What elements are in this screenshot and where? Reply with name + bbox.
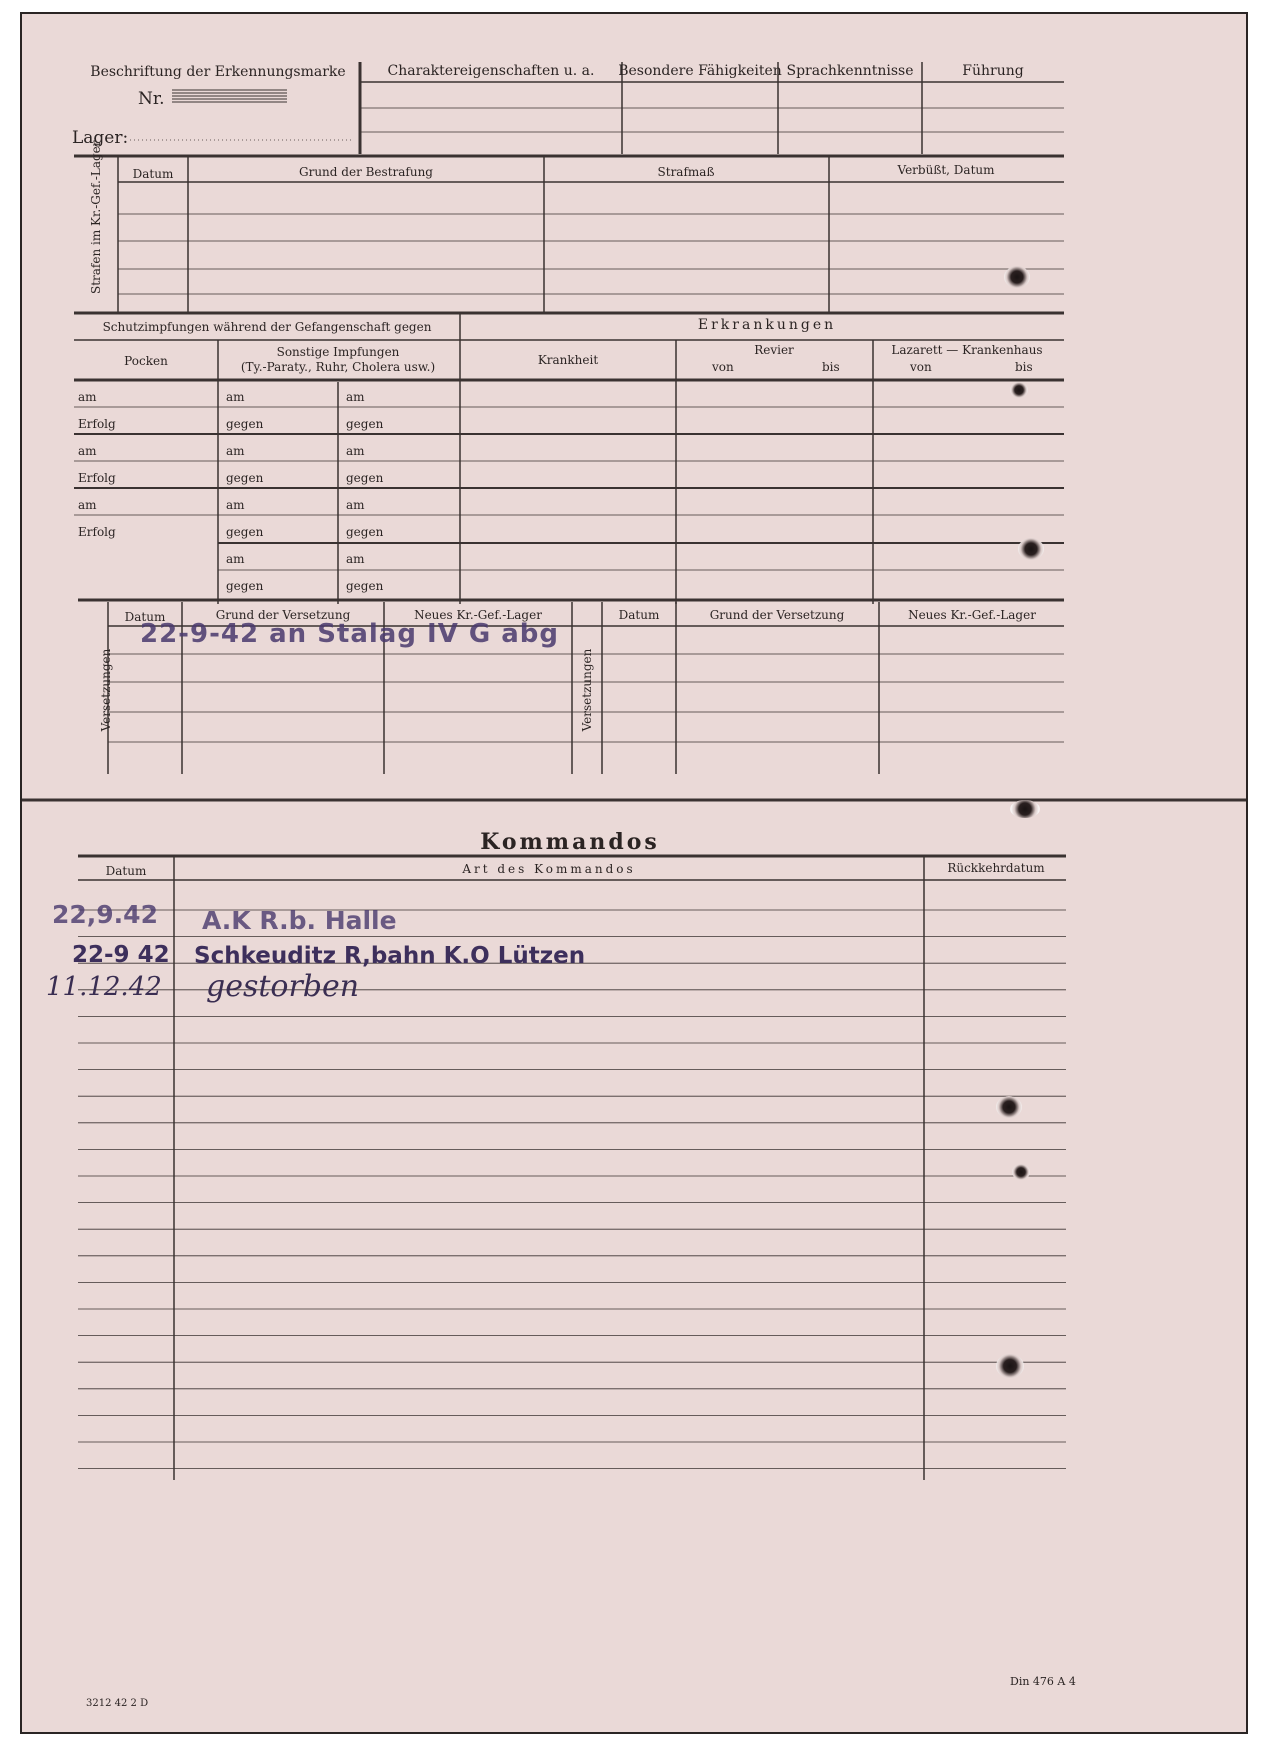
lazarett-header: Lazarett — Krankenhaus [891, 343, 1043, 357]
print-code: 3212 42 2 D [86, 1698, 149, 1709]
pocken-header: Pocken [124, 354, 168, 368]
kommandos-col-datum: Datum [105, 864, 147, 878]
charakter-header: Charaktereigenschaften u. a. [387, 63, 595, 79]
sonstige-impfungen-header: Sonstige Impfungen [276, 345, 400, 359]
punch-hole [1010, 800, 1040, 818]
versetzung-stamp: 22-9-42 an Stalag IV G abg [140, 619, 560, 649]
kommando-2-datum: 22-9 42 [72, 942, 170, 968]
kommando-3-art: gestorben [206, 969, 360, 1004]
punch-hole [996, 1096, 1022, 1118]
revier-bis: bis [822, 360, 840, 374]
pocken-erfolg-label: Erfolg [78, 525, 116, 539]
strafen-col-verbuesst: Verbüßt, Datum [897, 163, 995, 177]
strafen-col-datum: Datum [132, 167, 174, 181]
faehigkeiten-header: Besondere Fähigkeiten [618, 63, 782, 79]
impfung-am-label: am [346, 552, 365, 566]
lager-label: Lager: [72, 128, 129, 148]
versetzung-col-lager-left: Neues Kr.-Gef.-Lager [414, 608, 542, 622]
impfung-gegen-label: gegen [346, 471, 384, 485]
impfung-am-label: am [226, 552, 245, 566]
kommando-3-datum: 11.12.42 [46, 972, 162, 1002]
impfung-gegen-label: gegen [226, 525, 264, 539]
lazarett-bis: bis [1015, 360, 1033, 374]
fuehrung-header: Führung [962, 63, 1024, 79]
pocken-am-label: am [78, 444, 97, 458]
revier-von: von [712, 360, 734, 374]
punch-hole [1004, 266, 1030, 288]
impfung-am-label: am [226, 444, 245, 458]
erkennungsmarke-label: Beschriftung der Erkennungsmarke [90, 64, 346, 80]
din-format: Din 476 A 4 [1010, 1675, 1076, 1688]
kommando-1-art: A.K R.b. Halle [202, 906, 397, 935]
impfung-gegen-label: gegen [226, 471, 264, 485]
impfung-gegen-label: gegen [346, 525, 384, 539]
impfung-gegen-label: gegen [226, 417, 264, 431]
pocken-am-label: am [78, 390, 97, 404]
erkrankungen-title: Erkrankungen [697, 317, 837, 333]
lazarett-von: von [910, 360, 932, 374]
versetzung-col-grund-left: Grund der Versetzung [215, 608, 351, 622]
pocken-erfolg-label: Erfolg [78, 417, 116, 431]
strafen-side-label: Strafen im Kr.-Gef.-Lager [89, 140, 103, 294]
impfung-gegen-label: gegen [226, 579, 264, 593]
impfungen-title: Schutzimpfungen während der Gefangenschaft gegen [102, 320, 432, 334]
impfung-am-label: am [346, 498, 365, 512]
versetzung-col-datum-right: Datum [618, 608, 660, 622]
pocken-am-label: am [78, 498, 97, 512]
sonstige-impfungen-sub: (Ty.-Paraty., Ruhr, Cholera usw.) [240, 360, 436, 374]
impfung-am-label: am [346, 444, 365, 458]
krankheit-header: Krankheit [537, 353, 599, 367]
strafen-col-grund: Grund der Bestrafung [299, 165, 433, 179]
kommando-1-datum: 22,9.42 [52, 900, 158, 929]
kommandos-col-rueckkehr: Rückkehrdatum [947, 861, 1045, 875]
kommandos-title: Kommandos [480, 829, 660, 855]
sprachen-header: Sprachkenntnisse [786, 63, 914, 79]
versetzungen-side-label-right: Versetzungen [580, 648, 594, 732]
impfung-gegen-label: gegen [346, 579, 384, 593]
strafen-col-strafmass: Strafmaß [657, 165, 715, 179]
punch-hole [1010, 382, 1028, 398]
impfung-am-label: am [346, 390, 365, 404]
pocken-erfolg-label: Erfolg [78, 471, 116, 485]
versetzung-col-datum-left: Datum [124, 610, 166, 624]
versetzung-col-lager-right: Neues Kr.-Gef.-Lager [908, 608, 1036, 622]
kommandos-col-art: Art des Kommandos [462, 862, 636, 876]
impfung-am-label: am [226, 390, 245, 404]
revier-header: Revier [754, 343, 794, 357]
pow-record-card-back [20, 12, 1248, 1734]
versetzung-col-grund-right: Grund der Versetzung [709, 608, 845, 622]
nr-label: Nr. [138, 89, 165, 109]
impfung-am-label: am [226, 498, 245, 512]
punch-hole [1018, 538, 1044, 560]
punch-hole [996, 1354, 1024, 1378]
kommando-2-art: Schkeuditz R,bahn K.O Lützen [194, 943, 586, 969]
punch-hole [1012, 1164, 1030, 1180]
versetzungen-side-label-left: Versetzungen [99, 648, 113, 732]
impfung-gegen-label: gegen [346, 417, 384, 431]
